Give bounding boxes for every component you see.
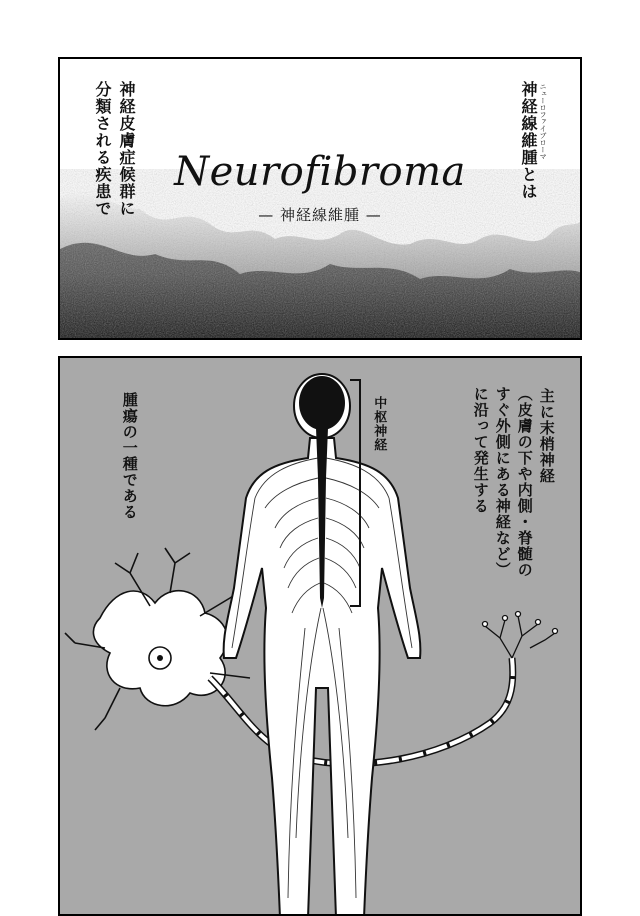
caption-ruby: ニューロファイブローマ <box>539 83 547 160</box>
anatomy-panel <box>58 356 582 916</box>
dark-mist-texture <box>60 59 582 340</box>
title-neurofibroma: Neurofibroma <box>174 149 466 195</box>
axon-terminals <box>483 612 558 659</box>
neuron-cell-body <box>65 548 250 730</box>
text-right-col3: すぐ外側にある神経など） <box>493 386 512 578</box>
subtitle-japanese: — 神経線維腫 — <box>258 206 382 224</box>
caption-left-col1: 神経皮膚症候群に <box>117 81 136 217</box>
text-right-col4: に沿って発生する <box>471 386 490 514</box>
caption-left-col2: 分類される疾患で <box>93 81 112 217</box>
caption-right: 神経線維腫とは <box>519 81 538 200</box>
text-left: 腫瘍の一種である <box>120 392 139 520</box>
text-right-col1: 主に末梢神経 <box>537 388 556 484</box>
title-panel <box>58 57 582 340</box>
cns-label: 中枢神経 <box>371 396 387 452</box>
text-right-col2: （皮膚の下や内側・脊髄の <box>515 386 534 578</box>
